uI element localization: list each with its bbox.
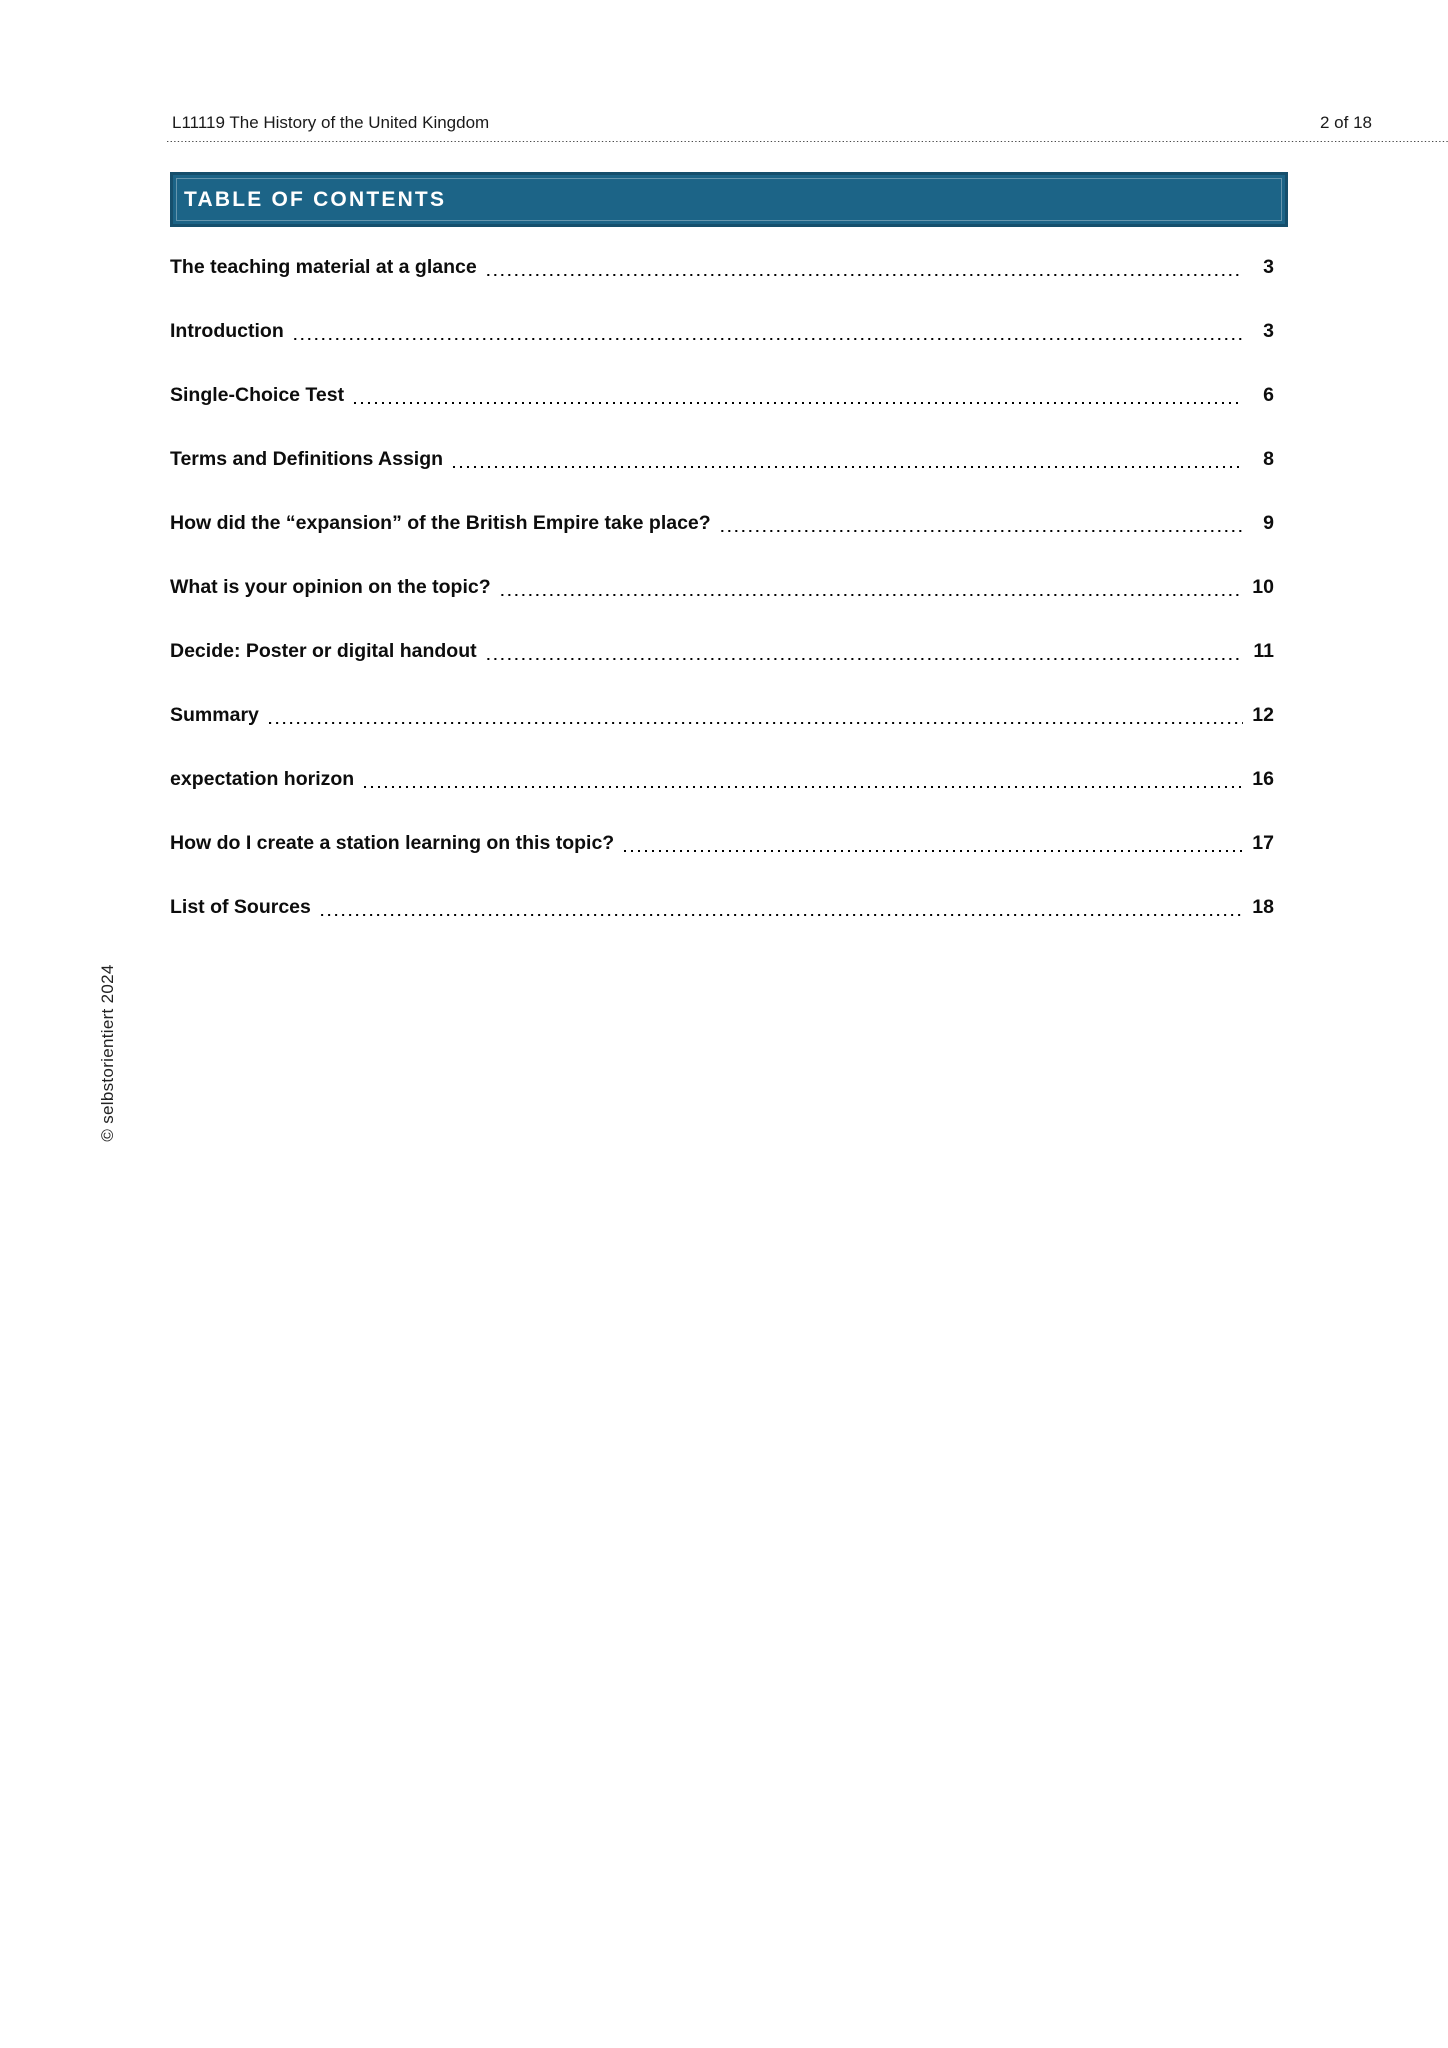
toc-entry-label: Summary (170, 704, 259, 726)
toc-entry-page-number: 12 (1252, 704, 1274, 726)
toc-entry (170, 638, 1274, 664)
toc-entry-page-number: 16 (1252, 768, 1274, 790)
toc-entry-page-number: 10 (1252, 576, 1274, 598)
toc-entry-label: Decide: Poster or digital handout (170, 640, 477, 662)
toc-dot-leader (354, 402, 1243, 404)
toc-entry-page-number: 3 (1263, 256, 1274, 278)
toc-entry-page-number: 17 (1252, 832, 1274, 854)
toc-entry (170, 830, 1274, 856)
page-header (172, 113, 1372, 133)
toc-entry-label: How did the “expansion” of the British Empire take place? (170, 512, 711, 534)
toc-dot-leader (364, 786, 1243, 788)
toc-dot-leader (624, 850, 1243, 852)
toc-entry-label: Introduction (170, 320, 284, 342)
header-divider (167, 140, 1448, 142)
toc-entry (170, 702, 1274, 728)
toc-dot-leader (487, 274, 1243, 276)
toc-dot-leader (721, 530, 1243, 532)
copyright-vertical-text: © selbstorientiert 2024 (98, 964, 117, 1142)
toc-list (170, 254, 1274, 958)
toc-entry-label: List of Sources (170, 896, 311, 918)
toc-entry-page-number: 9 (1263, 512, 1274, 534)
toc-entry (170, 254, 1274, 280)
toc-entry (170, 894, 1274, 920)
toc-entry-page-number: 3 (1263, 320, 1274, 342)
toc-dot-leader (487, 658, 1243, 660)
toc-entry-label: expectation horizon (170, 768, 355, 790)
toc-dot-leader (501, 594, 1243, 596)
toc-entry-page-number: 6 (1263, 384, 1274, 406)
header-page-indicator: 2 of 18 (1320, 113, 1372, 132)
toc-entry-label: What is your opinion on the topic? (170, 576, 491, 598)
toc-entry (170, 510, 1274, 536)
toc-dot-leader (294, 338, 1243, 340)
header-doc-title: L11119 The History of the United Kingdom (172, 113, 490, 132)
toc-dot-leader (453, 466, 1243, 468)
toc-entry-page-number: 8 (1263, 448, 1274, 470)
toc-entry-label: Terms and Definitions Assign (170, 448, 444, 470)
toc-entry-label: Single-Choice Test (170, 384, 345, 406)
toc-entry-page-number: 11 (1253, 640, 1274, 662)
toc-entry-label: The teaching material at a glance (170, 256, 477, 278)
toc-entry-page-number: 18 (1252, 896, 1274, 918)
toc-banner (170, 172, 1288, 227)
toc-entry (170, 766, 1274, 792)
toc-entry-label: How do I create a station learning on this topic? (170, 832, 615, 854)
toc-banner-title: TABLE OF CONTENTS (184, 187, 447, 211)
toc-entry (170, 382, 1274, 408)
toc-entry (170, 574, 1274, 600)
toc-dot-leader (321, 914, 1243, 916)
toc-entry (170, 318, 1274, 344)
toc-entry (170, 446, 1274, 472)
toc-dot-leader (269, 722, 1243, 724)
